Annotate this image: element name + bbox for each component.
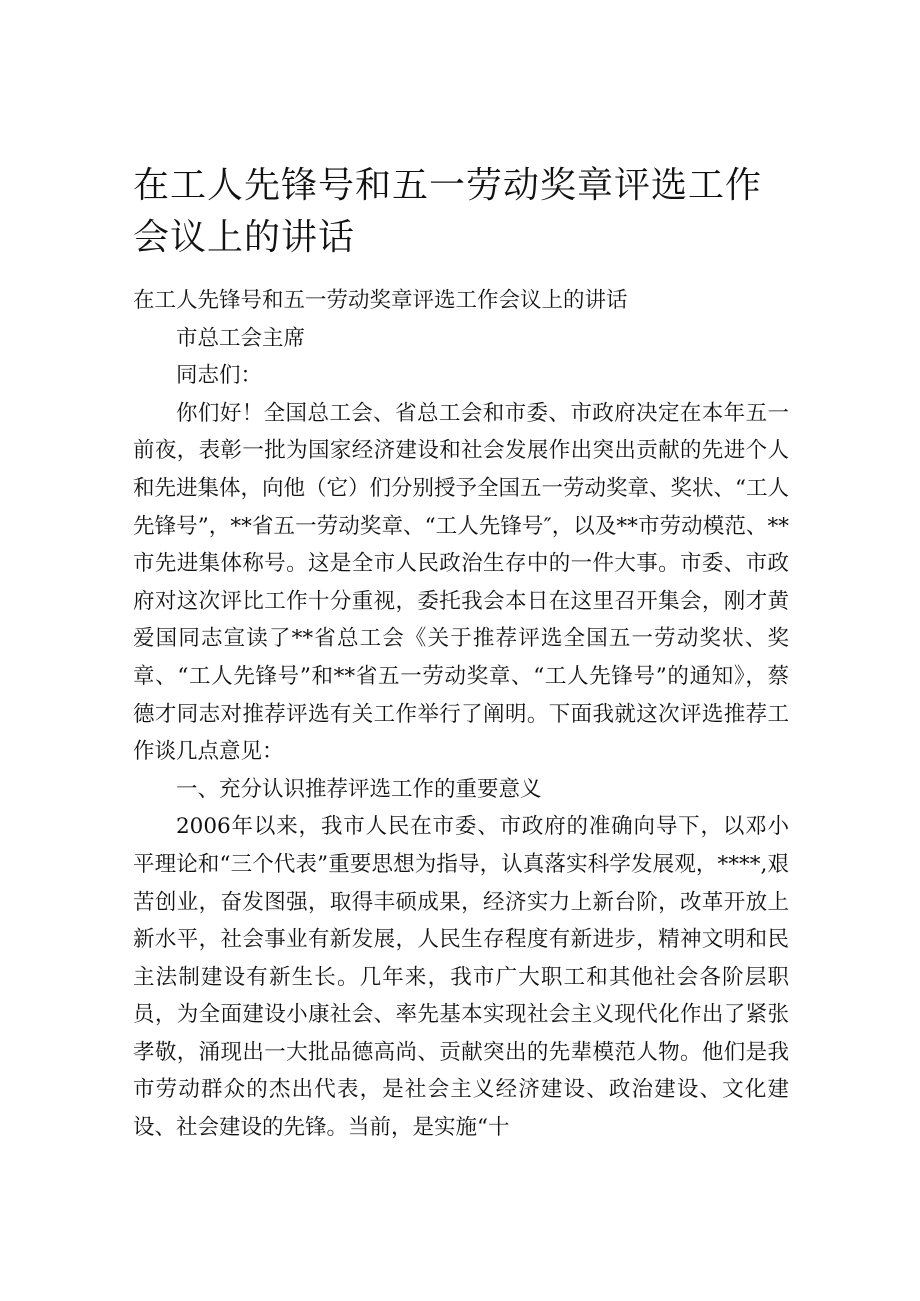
section-heading: 一、充分认识推荐评选工作的重要意义 [176, 776, 542, 802]
document-body [133, 282, 789, 1147]
salutation: 同志们： [176, 363, 263, 389]
document-title: 在工人先锋号和五一劳动奖章评选工作会议上的讲话 [133, 165, 763, 258]
speaker-line: 市总工会主席 [176, 325, 306, 351]
paragraph-section-one: 2006年以来，我市人民在市委、市政府的准确向导下，以邓小平理论和“三个代表”重要思想为指导，认真落实科学发展观，****,艰苦创业，奋发图强，取得丰硕成果，经济实力上新台阶，改革开放上新水平，社会事业有新发展，人民生存程度有新进步，精神文明和民主法制建设有新生长。几年来，我市广大职工和其他社会各阶层职员，为全面建设小康社会、率先基本实现社会主义现代化作出了紧张孝敬，涌现出一大批品德高尚、贡献突出的先辈模范人物。他们是我市劳动群众的杰出代表，是社会主义经济建设、政治建设、文化建设、社会建设的先锋。当前，是实施“十 [133, 814, 789, 1141]
document-subtitle: 在工人先锋号和五一劳动奖章评选工作会议上的讲话 [133, 288, 628, 313]
paragraph-opening: 你们好！全国总工会、省总工会和市委、市政府决定在本年五一前夜，表彰一批为国家经济建设和社会发展作出突出贡献的先进个人和先进集体，向他（它）们分别授予全国五一劳动奖章、奖状、“工人先锋号”，**省五一劳动奖章、“工人先锋号″，以及**市劳动模范、**市先进集体称号。这是全市人民政治生存中的一件大事。市委、市政府对这次评比工作十分重视，委托我会本日在这里召开集会，刚才黄爱国同志宣读了**省总工会《关于推荐评选全国五一劳动奖状、奖章、“工人先锋号”和**省五一劳动奖章、“工人先锋号”的通知》，蔡德才同志对推荐评选有关工作举行了阐明。下面我就这次评选推荐工作谈几点意见： [133, 400, 789, 765]
